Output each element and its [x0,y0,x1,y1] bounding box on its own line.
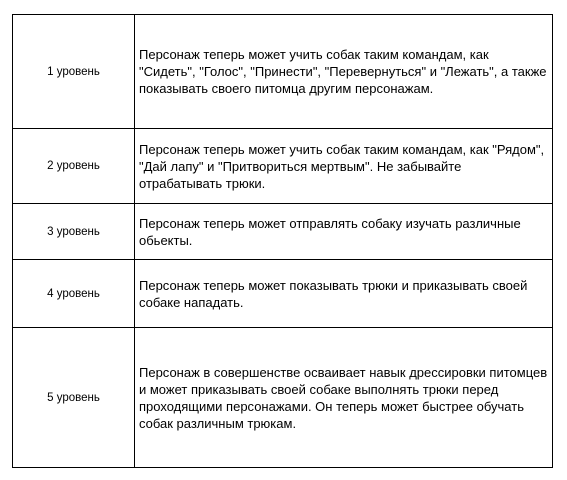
table-row [13,260,553,328]
level-label: 5 уровень [13,328,135,468]
level-description: Персонаж в совершенстве осваивает навык дрессировки питомцев и может приказывать своей собаке выполнять трюки перед проходящими персонажами. Он теперь может быстрее обучать собак различным трюкам. [135,328,553,468]
level-label: 3 уровень [13,204,135,260]
table-row [13,328,553,468]
level-description: Персонаж теперь может учить собак таким командам, как "Сидеть", "Голос", "Принести", "Перевернуться" и "Лежать", а также показывать своего питомца другим персонажам. [135,15,553,129]
level-description: Персонаж теперь может показывать трюки и приказывать своей собаке нападать. [135,260,553,328]
table-row [13,15,553,129]
level-description: Персонаж теперь может учить собак таким командам, как "Рядом", "Дай лапу" и "Притвориться мертвым". Не забывайте отрабатывать трюки. [135,129,553,204]
level-description: Персонаж теперь может отправлять собаку изучать различные обьекты. [135,204,553,260]
skill-levels-table [12,14,553,468]
table-row [13,204,553,260]
level-label: 2 уровень [13,129,135,204]
level-label: 4 уровень [13,260,135,328]
level-label: 1 уровень [13,15,135,129]
table-row [13,129,553,204]
